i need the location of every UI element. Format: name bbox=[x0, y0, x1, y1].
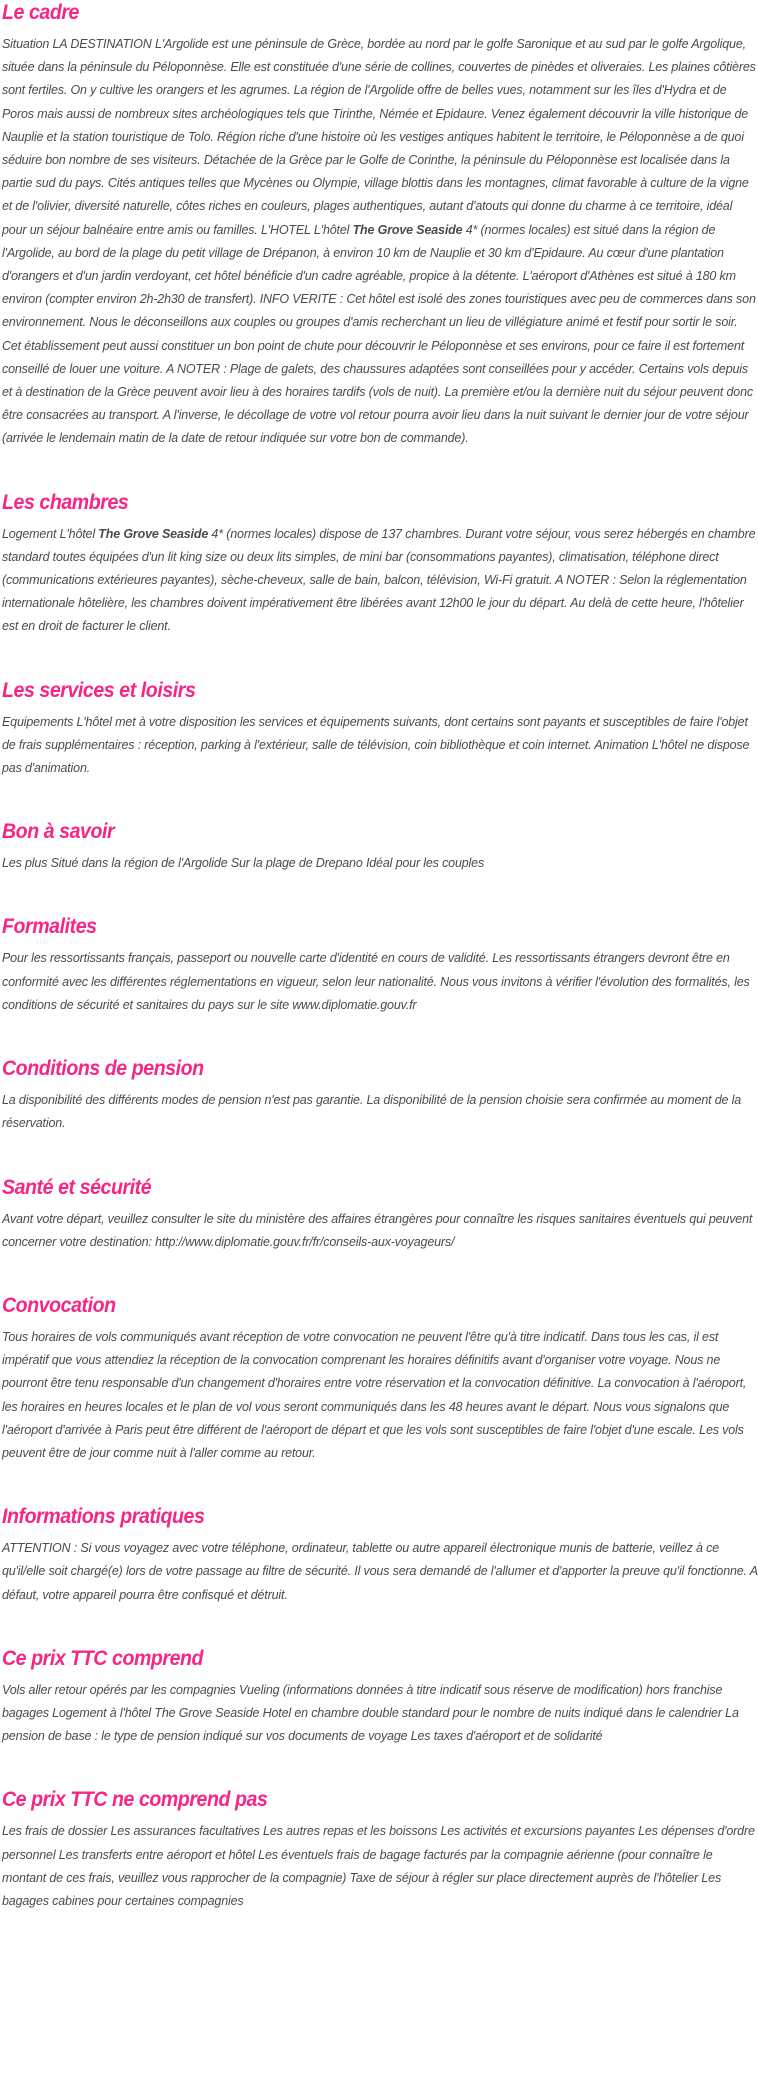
section-body-formalites: Pour les ressortissants français, passeport ou nouvelle carte d'identité en cours de validité. Les ressortissants étrangers devront être en conformité avec les différentes réglementations en vigueur, selon leur nationalité. Nous vous invitons à vérifier l'évolution des formalités, les conditions de sécurité et sanitaires du pays sur le site www.diplomatie.gouv.fr bbox=[2, 950, 750, 1012]
section-spacer bbox=[2, 1606, 756, 1646]
section-title-formalites: Formalites bbox=[2, 915, 97, 939]
section-title-le-cadre: Le cadre bbox=[2, 1, 79, 24]
section-body-ce-prix-ttc-ne-comprend-pas: Les frais de dossier Les assurances facultatives Les autres repas et les boissons Les activités et excursions payantes Les dépenses d'ordre personnel Les transferts entre aéroport et hôtel Les éventuels frais de bagage facturés par la compagnie aérienne (pour connaître le montant de ces frais, veuillez vous rapprocher de la compagnie) Taxe de séjour à régler sur place directement auprès de l'hôtelier Les bagages cabines pour certaines compagnies bbox=[2, 1823, 755, 1908]
section-title-informations-pratiques: Informations pratiques bbox=[2, 1505, 205, 1529]
section-spacer bbox=[2, 874, 756, 914]
section-formalites bbox=[2, 914, 756, 1016]
section-title-sante-et-securite: Santé et sécurité bbox=[2, 1175, 152, 1199]
section-le-cadre bbox=[2, 0, 756, 450]
section-convocation bbox=[2, 1293, 756, 1464]
section-spacer bbox=[2, 1135, 756, 1175]
section-body-ce-prix-ttc-comprend: Vols aller retour opérés par les compagnies Vueling (informations données à titre indicatif sous réserve de modification) hors franchise bagages Logement à l'hôtel The Grove Seaside Hotel en chambre double standard pour le nombre de nuits indiqué dans le calendrier La pension de base : le type de pension indiqué sur vos documents de voyage Les taxes d'aéroport et de solidarité bbox=[2, 1681, 739, 1744]
section-body-informations-pratiques: ATTENTION : Si vous voyagez avec votre téléphone, ordinateur, tablette ou autre appareil électronique munis de batterie, veillez à ce qu'il/elle soit chargé(e) lors de votre passage au filtre de sécurité. Il vous sera demandé de l'allumer et d'apporter la preuve qu'il fonctionne. A défaut, votre appareil pourra être confisqué et détruit. bbox=[2, 1540, 758, 1602]
hotel-name-emphasis: The Grove Seaside bbox=[352, 221, 463, 237]
section-title-conditions-de-pension: Conditions de pension bbox=[2, 1057, 204, 1081]
section-bon-a-savoir bbox=[2, 819, 756, 874]
section-spacer bbox=[2, 450, 756, 490]
section-spacer bbox=[2, 638, 756, 678]
text-fragment-pre: Situation LA DESTINATION L'Argolide est une péninsule de Grèce, bordée au nord par le golfe Saronique et au sud par le golfe Argolique, située dans la péninsule du Péloponnèse. Elle est constituée d'une série de collines, couvertes de pinèdes et oliveraies. Les plaines côtières sont fertiles. On y cultive les orangers et les agrumes. La région de l'Argolide offre de belles vues, notamment sur les îles d'Hydra et de Poros mais aussi de nombreux sites archéologiques tels que Tirinthe, Némée et Epidaure. Venez également découvrir la ville historique de Nauplie et la station touristique de Tolo. Région riche d'une histoire où les vestiges antiques habitent le territoire, le Péloponnèse a de quoi séduire bon nombre de ses visiteurs. Détachée de la Grèce par le Golfe de Corinthe, la péninsule du Péloponnèse est localisée dans la partie sud du pays. Cités antiques telles que Mycènes ou Olympie, village blottis dans les montagnes, climat favorable à culture de la vigne et de l'olivier, diversité naturelle, côtes riches en couleurs, plages authentiques, autant d'atouts qui donne du charme à ce territoire, idéal pour un séjour balnéaire entre amis ou familles. L'HOTEL L'hôtel bbox=[2, 36, 756, 237]
section-body-conditions-de-pension: La disponibilité des différents modes de pension n'est pas garantie. La disponibilité de la pension choisie sera confirmée au moment de la réservation. bbox=[2, 1092, 742, 1131]
section-body-bon-a-savoir: Les plus Situé dans la région de l'Argolide Sur la plage de Drepano Idéal pour les couples bbox=[2, 855, 485, 871]
section-body-convocation: Tous horaires de vols communiqués avant réception de votre convocation ne peuvent l'être qu'à titre indicatif. Dans tous les cas, il est impératif que vous attendiez la réception de la convocation comprenant les horaires définitifs avant d'organiser votre voyage. Nous ne pourront être tenu responsable d'un changement d'horaires entre votre réservation et la convocation définitive. La convocation à l'aéroport, les horaires en heures locales et le plan de vol vous seront communiqués dans les 48 heures avant le départ. Nous vous signalons que l'aéroport d'arrivée à Paris peut être différent de l'aéroport de départ et que les vols sont susceptibles de faire l'objet d'une escale. Les vols peuvent être de jour comme nuit à l'aller comme au retour. bbox=[2, 1328, 747, 1460]
section-body-les-services-et-loisirs: Equipements L'hôtel met à votre disposition les services et équipements suivants, dont certains sont payants et susceptibles de faire l'objet de frais supplémentaires : réception, parking à l'extérieur, salle de télévision, coin bibliothèque et coin internet. Animation L'hôtel ne dispose pas d'animation. bbox=[2, 713, 750, 776]
section-sante-et-securite bbox=[2, 1175, 756, 1253]
text-fragment-post: 4* (normes locales) dispose de 137 chambres. Durant votre séjour, vous serez hébergés en chambre standard toutes équipées d'un lit king size ou deux lits simples, de mini bar (consommations payantes), climatisation, téléphone direct (communications extérieures payantes), sèche-cheveux, salle de bain, balcon, télévision, Wi-Fi gratuit. A NOTER : Selon la réglementation internationale hôtelière, les chambres doivent impérativement être libérées avant 12h00 le jour du départ. Au delà de cette heure, l'hôtelier est en droit de facturer le client. bbox=[2, 525, 756, 634]
section-spacer bbox=[2, 1253, 756, 1293]
section-ce-prix-ttc-comprend bbox=[2, 1646, 756, 1748]
section-les-services-et-loisirs bbox=[2, 678, 756, 780]
section-body-sante-et-securite: Avant votre départ, veuillez consulter le site du ministère des affaires étrangères pour connaître les risques sanitaires éventuels qui peuvent concerner votre destination: http://www.diplomatie.gouv.fr/fr/conseils-aux-voyageurs/ bbox=[2, 1210, 753, 1249]
section-body-les-chambres bbox=[2, 522, 758, 638]
section-spacer bbox=[2, 1747, 756, 1787]
section-body-le-cadre bbox=[2, 32, 758, 450]
section-spacer bbox=[2, 779, 756, 819]
section-title-ce-prix-ttc-comprend: Ce prix TTC comprend bbox=[2, 1646, 204, 1670]
section-ce-prix-ttc-ne-comprend-pas bbox=[2, 1787, 756, 1912]
text-fragment-post: 4* (normes locales) est situé dans la région de l'Argolide, au bord de la plage du petit village de Drépanon, à environ 10 km de Nauplie et 30 km d'Epidaure. Au cœur d'une plantation d'orangers et d'un jardin verdoyant, cet hôtel bénéficie d'un cadre agréable, propice à la détente. L'aéroport d'Athènes est situé à 180 km environ (compter environ 2h-2h30 de transfert). INFO VERITE : Cet hôtel est isolé des zones touristiques avec peu de commerces dans son environnement. Nous le déconseillons aux couples ou groupes d'amis recherchant un lieu de villégiature animé et festif pour sortir le soir. Cet établissement peut aussi constituer un bon point de chute pour découvrir le Péloponnèse et ses environs, pour ce faire il est fortement conseillé de louer une voiture. A NOTER : Plage de galets, des chaussures adaptées sont conseillées pour y accéder. Certains vols depuis et à destination de la Grèce peuvent avoir lieu à des horaires tardifs (vols de nuit). La première et/ou la dernière nuit du séjour peuvent donc être consacrées au transport. A l'inverse, le décollage de votre vol retour pourra avoir lieu dans la nuit suivant le dernier jour de votre séjour (arrivée le lendemain matin de la date de retour indiquée sur votre bon de commande). bbox=[2, 221, 756, 446]
text-fragment-pre: Logement L'hôtel bbox=[2, 525, 99, 541]
section-title-ce-prix-ttc-ne-comprend-pas: Ce prix TTC ne comprend pas bbox=[2, 1788, 268, 1812]
hotel-name-emphasis: The Grove Seaside bbox=[98, 525, 209, 541]
section-title-les-services-et-loisirs: Les services et loisirs bbox=[2, 678, 196, 702]
section-spacer bbox=[2, 1464, 756, 1504]
section-conditions-de-pension bbox=[2, 1056, 756, 1134]
section-title-convocation: Convocation bbox=[2, 1293, 116, 1317]
section-les-chambres bbox=[2, 490, 756, 638]
section-informations-pratiques bbox=[2, 1504, 756, 1606]
section-spacer bbox=[2, 1016, 756, 1056]
section-title-bon-a-savoir: Bon à savoir bbox=[2, 820, 115, 844]
section-title-les-chambres: Les chambres bbox=[2, 490, 129, 514]
